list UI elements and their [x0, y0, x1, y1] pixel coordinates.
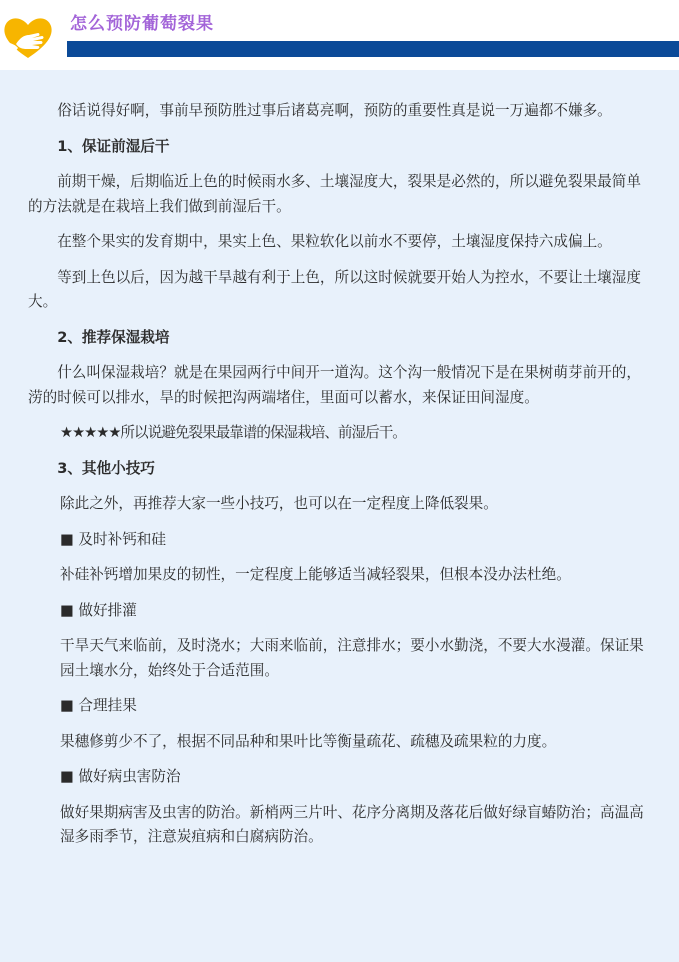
title-underline-bar [67, 41, 679, 57]
section-heading-3: 3、其他小技巧 [57, 459, 155, 477]
page-title: 怎么预防葡萄裂果 [70, 14, 214, 34]
section1-paragraph-1: 前期干燥，后期临近上色的时候雨水多、土壤湿度大，裂果是必然的，所以避免裂果最简单的方法就是在栽培上我们做到前湿后干。 [28, 173, 641, 215]
section1-paragraph-2: 在整个果实的发育期中，果实上色、果粒软化以前水不要停，土壤湿度保持六成偏上。 [57, 233, 612, 250]
tip-body-irrigation: 干旱天气来临前，及时浇水；大雨来临前，注意排水；要小水勤浇，不要大水漫灌。保证果园土壤水分，始终处于合适范围。 [60, 637, 644, 679]
section1-paragraph-3: 等到上色以后，因为越干旱越有利于上色，所以这时候就要开始人为控水，不要让土壤湿度大。 [28, 268, 641, 310]
header [0, 0, 679, 64]
article-body [0, 70, 679, 962]
intro-paragraph: 俗话说得好啊，事前早预防胜过事后诸葛亮啊，预防的重要性真是说一万遍都不嫌多。 [57, 102, 612, 119]
tip-body-calcium-silicon: 补硅补钙增加果皮的韧性，一定程度上能够适当减轻裂果，但根本没办法杜绝。 [60, 566, 571, 583]
tip-body-pest-control: 做好果期病害及虫害的防治。新梢两三片叶、花序分离期及落花后做好绿盲蝽防治；高温高湿多雨季节，注意炭疽病和白腐病防治。 [60, 803, 644, 845]
article-text [28, 99, 654, 861]
heart-hands-icon [2, 14, 54, 62]
section3-paragraph-1: 除此之外，再推荐大家一些小技巧，也可以在一定程度上降低裂果。 [60, 495, 498, 512]
tip-title-pest-control: ■ 做好病虫害防治 [60, 768, 181, 785]
tip-body-fruit-load: 果穗修剪少不了，根据不同品种和果叶比等衡量疏花、疏穗及疏果粒的力度。 [60, 732, 557, 750]
section-heading-2: 2、推荐保湿栽培 [57, 328, 170, 346]
tip-title-irrigation: ■ 做好排灌 [60, 601, 137, 619]
section2-paragraph-1: 什么叫保湿栽培？就是在果园两行中间开一道沟。这个沟一般情况下是在果树萌芽前开的，涝的时候可以排水，旱的时候把沟两端堵住，里面可以蓄水，来保证田间湿度。 [28, 364, 641, 406]
section-heading-1: 1、保证前湿后干 [57, 137, 170, 155]
section2-star-summary: ★★★★★所以说避免裂果最靠谱的保湿栽培、前湿后干。 [60, 424, 406, 441]
tip-title-fruit-load: ■ 合理挂果 [60, 697, 137, 714]
tip-title-calcium-silicon: ■ 及时补钙和硅 [60, 530, 166, 548]
